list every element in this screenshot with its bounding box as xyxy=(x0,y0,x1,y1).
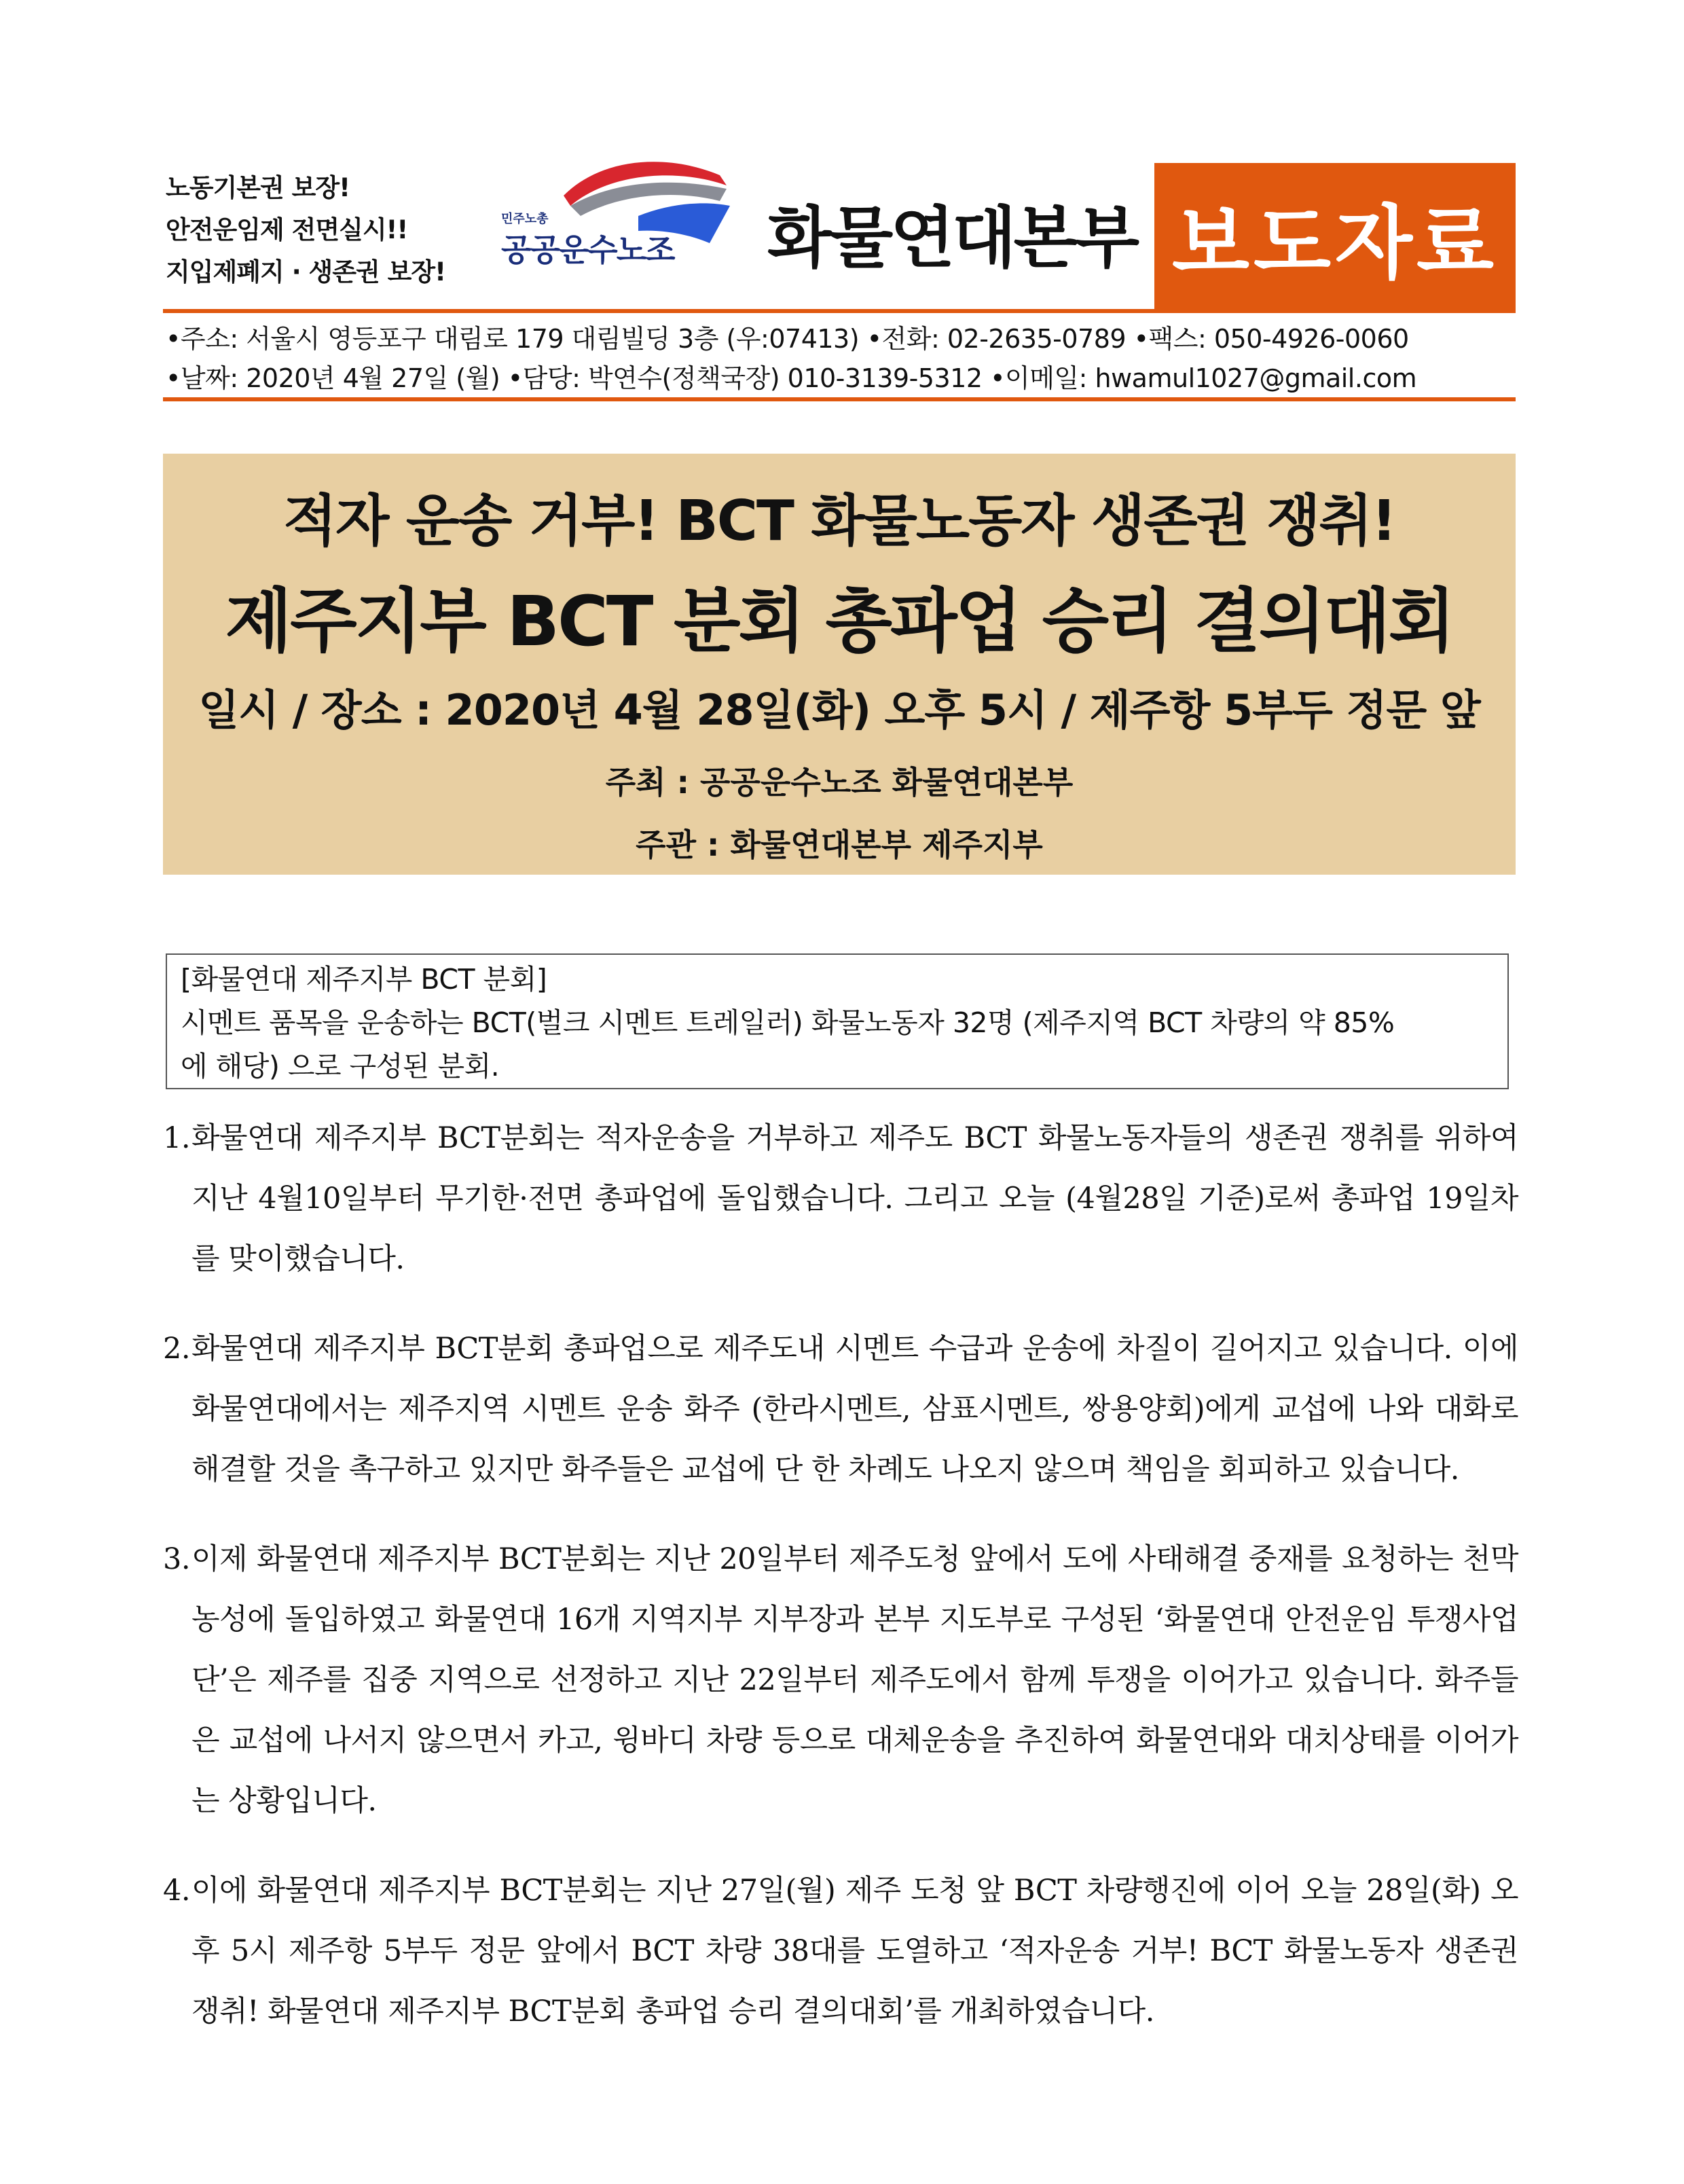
slogan-line: 안전운임제 전면실시!! xyxy=(166,215,408,244)
event-banner xyxy=(163,454,1516,875)
paragraph-text: 이제 화물연대 제주지부 BCT분회는 지난 20일부터 제주도청 앞에서 도에 사태해결 중재를 요청하는 천막농성에 돌입하였고 화물연대 16개 지역지부 지부장과 본부 지도부로 구성된 ‘화물연대 안전운임 투쟁사업단’은 제주를 집중 지역으로 선정하고 지난 22일부터 제주도에서 함께 투쟁을 이어가고 있습니다. 화주들은 교섭에 나서지 않으면서 카고, 윙바디 차량 등으로 대체운송을 추진하여 화물연대와 대치상태를 이어가는 상황입니다. xyxy=(191,1542,1518,1818)
banner-slogan: 적자 운송 거부! BCT 화물노동자 생존권 쟁취! xyxy=(282,489,1396,553)
slogan-block xyxy=(166,167,445,293)
banner-title: 제주지부 BCT 분회 총파업 승리 결의대회 xyxy=(225,581,1454,662)
press-release-label: 보도자료 xyxy=(1154,163,1516,309)
paragraph-number: 1. xyxy=(163,1121,191,1155)
logo-wordmark: 공공운수노조 xyxy=(501,232,674,268)
paragraph-number: 4. xyxy=(163,1874,191,1908)
contact-line: •날짜: 2020년 4월 27일 (월) •담당: 박연수(정책국장) 010-3139-5312 •이메일: hwamul1027@gmail.com xyxy=(166,363,1417,393)
header-divider xyxy=(163,309,1516,313)
paragraph xyxy=(163,1529,1518,1832)
banner-host: 주최 : 공공운수노조 화물연대본부 xyxy=(605,764,1074,801)
info-line: 에 해당) 으로 구성된 분회. xyxy=(181,1050,500,1082)
contact-divider xyxy=(163,397,1516,401)
paragraph-text: 이에 화물연대 제주지부 BCT분회는 지난 27일(월) 제주 도청 앞 BCT 차량행진에 이어 오늘 28일(화) 오후 5시 제주항 5부두 정문 앞에서 BCT 차량 38대를 도열하고 ‘적자운송 거부! BCT 화물노동자 생존권 쟁취! 화물연대 제주지부 BCT분회 총파업 승리 결의대회’를 개최하였습니다. xyxy=(191,1874,1518,2028)
logo-subtitle: 민주노총 xyxy=(501,212,549,226)
banner-datetime-place: 일시 / 장소 : 2020년 4월 28일(화) 오후 5시 / 제주항 5부두 정문 앞 xyxy=(198,685,1480,735)
organization-title: 화물연대본부 xyxy=(767,200,1137,277)
info-line: 시멘트 품목을 운송하는 BCT(벌크 시멘트 트레일러) 화물노동자 32명 (제주지역 BCT 차량의 약 85% xyxy=(181,1006,1395,1039)
body-paragraphs xyxy=(163,1108,1518,2071)
slogan-line: 지입제폐지 · 생존권 보장! xyxy=(166,257,445,287)
branch-info-box xyxy=(166,953,1509,1089)
banner-organizer: 주관 : 화물연대본부 제주지부 xyxy=(636,826,1043,863)
paragraph-number: 3. xyxy=(163,1542,191,1576)
paragraph xyxy=(163,1319,1518,1500)
paragraph-text: 화물연대 제주지부 BCT분회 총파업으로 제주도내 시멘트 수급과 운송에 차질이 길어지고 있습니다. 이에 화물연대에서는 제주지역 시멘트 운송 화주 (한라시멘트, 삼표시멘트, 쌍용양회)에게 교섭에 나와 대화로 해결할 것을 촉구하고 있지만 화주들은 교섭에 단 한 차례도 나오지 않으며 책임을 회피하고 있습니다. xyxy=(191,1332,1518,1487)
contact-line: •주소: 서울시 영등포구 대림로 179 대림빌딩 3층 (우:07413) •전화: 02-2635-0789 •팩스: 050-4926-0060 xyxy=(166,324,1409,354)
slogan-line: 노동기본권 보장! xyxy=(166,173,350,202)
paragraph xyxy=(163,1861,1518,2042)
paragraph xyxy=(163,1108,1518,1290)
paragraph-number: 2. xyxy=(163,1332,191,1366)
paragraph-text: 화물연대 제주지부 BCT분회는 적자운송을 거부하고 제주도 BCT 화물노동자들의 생존권 쟁취를 위하여 지난 4월10일부터 무기한·전면 총파업에 돌입했습니다. 그리고 오늘 (4월28일 기준)로써 총파업 19일차를 맞이했습니다. xyxy=(191,1121,1518,1276)
info-title: [화물연대 제주지부 BCT 분회] xyxy=(181,963,547,996)
